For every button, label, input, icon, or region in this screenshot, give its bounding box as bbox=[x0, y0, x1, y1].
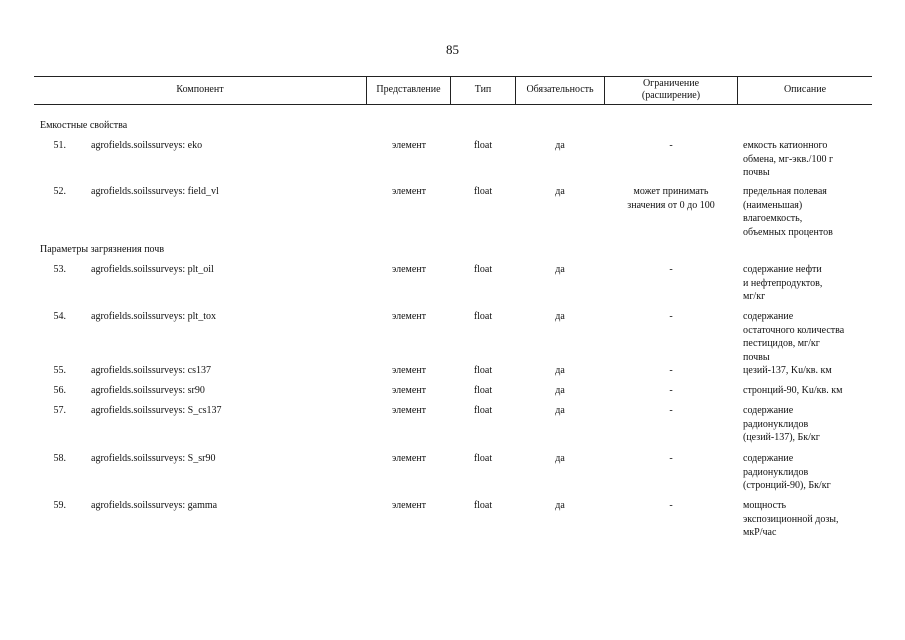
row-description: мощность экспозиционной дозы, мкР/час bbox=[743, 500, 839, 538]
row-restriction: - bbox=[669, 500, 673, 511]
row-type: float bbox=[473, 453, 493, 464]
row-required: да bbox=[555, 264, 565, 275]
row-restriction: - bbox=[669, 385, 673, 396]
section-title-pollution: Параметры загрязнения почв bbox=[40, 244, 165, 255]
row-number: 54. bbox=[53, 311, 66, 322]
row-type: float bbox=[473, 311, 493, 322]
row-required: да bbox=[555, 385, 565, 396]
row-type: float bbox=[473, 264, 493, 275]
row-type: float bbox=[473, 365, 493, 376]
row-restriction: - bbox=[669, 264, 673, 275]
header-restriction bbox=[605, 76, 737, 104]
row-type: float bbox=[473, 405, 493, 416]
table-header-rule bbox=[34, 104, 872, 105]
header-component: Компонент bbox=[176, 84, 224, 95]
header-representation: Представление bbox=[376, 84, 441, 95]
row-number: 55. bbox=[53, 365, 66, 376]
row-component: agrofields.soilssurveys: cs137 bbox=[91, 365, 211, 376]
row-required: да bbox=[555, 186, 565, 197]
row-restriction: - bbox=[669, 311, 673, 322]
row-representation: элемент bbox=[391, 385, 427, 396]
header-type: Тип bbox=[474, 84, 492, 95]
row-representation: элемент bbox=[391, 500, 427, 511]
row-representation: элемент bbox=[391, 311, 427, 322]
row-number: 57. bbox=[53, 405, 66, 416]
row-representation: элемент bbox=[391, 405, 427, 416]
page-number: 85 bbox=[446, 42, 459, 57]
row-type: float bbox=[473, 186, 493, 197]
row-number: 52. bbox=[53, 186, 66, 197]
row-description: содержание радионуклидов (цезий-137), Бк/кг bbox=[743, 405, 820, 443]
row-restriction: может принимать значения от 0 до 100 bbox=[627, 186, 715, 211]
row-type: float bbox=[473, 385, 493, 396]
row-representation: элемент bbox=[391, 186, 427, 197]
row-number: 51. bbox=[53, 140, 66, 151]
row-restriction: - bbox=[669, 365, 673, 376]
row-representation: элемент bbox=[391, 365, 427, 376]
row-required: да bbox=[555, 140, 565, 151]
row-component: agrofields.soilssurveys: S_sr90 bbox=[91, 453, 216, 464]
row-component: agrofields.soilssurveys: plt_oil bbox=[91, 264, 214, 275]
row-required: да bbox=[555, 311, 565, 322]
row-number: 53. bbox=[53, 264, 66, 275]
row-description: предельная полевая (наименьшая) влагоемкость, объемных процентов bbox=[743, 186, 833, 238]
row-representation: элемент bbox=[391, 264, 427, 275]
section-title-capacity: Емкостные свойства bbox=[40, 120, 128, 131]
row-representation: элемент bbox=[391, 140, 427, 151]
row-number: 59. bbox=[53, 500, 66, 511]
header-required: Обязательность bbox=[526, 84, 594, 95]
row-component: agrofields.soilssurveys: plt_tox bbox=[91, 311, 216, 322]
header-restriction-line2: (расширение) bbox=[641, 90, 701, 101]
row-description: цезий-137, Ku/кв. км bbox=[743, 365, 832, 376]
row-description: содержание нефти и нефтепродуктов, мг/кг bbox=[743, 264, 823, 302]
row-number: 58. bbox=[53, 453, 66, 464]
row-required: да bbox=[555, 365, 565, 376]
row-component: agrofields.soilssurveys: S_cs137 bbox=[91, 405, 222, 416]
header-restriction-line1: Ограничение bbox=[642, 78, 700, 89]
row-required: да bbox=[555, 453, 565, 464]
row-representation: элемент bbox=[391, 453, 427, 464]
row-required: да bbox=[555, 500, 565, 511]
row-restriction: - bbox=[669, 405, 673, 416]
row-description: емкость катионного обмена, мг-экв./100 г почвы bbox=[743, 140, 834, 178]
row-required: да bbox=[555, 405, 565, 416]
row-type: float bbox=[473, 500, 493, 511]
header-description: Описание bbox=[783, 84, 827, 95]
row-component: agrofields.soilssurveys: sr90 bbox=[91, 385, 205, 396]
row-type: float bbox=[473, 140, 493, 151]
row-restriction: - bbox=[669, 453, 673, 464]
row-restriction: - bbox=[669, 140, 673, 151]
row-component: agrofields.soilssurveys: eko bbox=[91, 140, 203, 151]
row-number: 56. bbox=[53, 385, 66, 396]
row-description: стронций-90, Ku/кв. км bbox=[743, 385, 843, 396]
row-component: agrofields.soilssurveys: gamma bbox=[91, 500, 218, 511]
row-description: содержание остаточного количества пестицидов, мг/кг почвы bbox=[743, 311, 845, 363]
row-component: agrofields.soilssurveys: field_vl bbox=[91, 186, 219, 197]
row-description: содержание радионуклидов (стронций-90), Бк/кг bbox=[743, 453, 831, 491]
